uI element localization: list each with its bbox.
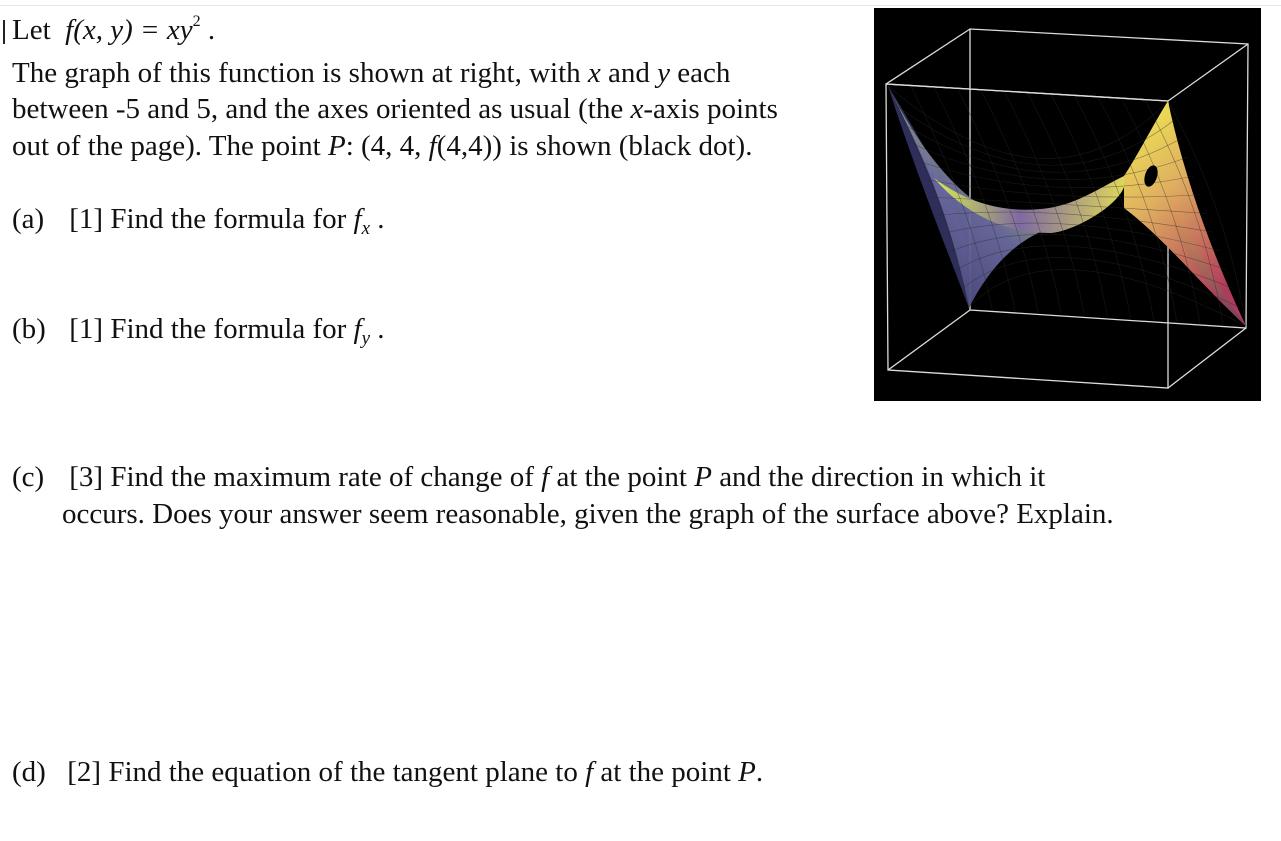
- intro-text: between -5 and 5, and the axes oriented as usual (the: [12, 93, 624, 125]
- top-divider: [0, 5, 1281, 6]
- question-tag: (d): [12, 756, 46, 788]
- point-p: P: [738, 756, 756, 788]
- mesh-line: [888, 86, 1168, 158]
- intro-line-3: [12, 91, 778, 127]
- var-x: x: [587, 57, 601, 89]
- function-symbol: f: [65, 14, 74, 46]
- intro-text: and: [608, 57, 650, 89]
- function-definition: [12, 12, 215, 48]
- var-y: y: [657, 57, 671, 89]
- question-period: .: [755, 756, 764, 788]
- function-def-period: .: [207, 14, 216, 46]
- var-x: x: [630, 93, 644, 125]
- function-symbol: f: [428, 130, 437, 162]
- point-p: P: [327, 130, 346, 162]
- function-rhs: = xy: [140, 14, 193, 46]
- question-b: [12, 311, 385, 347]
- intro-text: -axis points: [643, 93, 778, 125]
- question-tag: (a): [12, 203, 45, 235]
- question-c: [12, 459, 1045, 495]
- question-c-line-2: [62, 496, 1114, 532]
- intro-line-2: [12, 55, 730, 91]
- mesh-line: [981, 91, 1061, 314]
- bounding-box-front: [886, 84, 1168, 101]
- function-exponent: 2: [192, 13, 201, 30]
- point-p: P: [694, 461, 712, 493]
- question-d: [12, 754, 763, 790]
- intro-text: out of the page). The point: [12, 130, 321, 162]
- question-text: [3] Find the maximum rate of change of: [69, 461, 534, 493]
- question-text: [1] Find the formula for: [69, 313, 347, 345]
- surface-graph-svg: [874, 8, 1261, 401]
- subscript-x: x: [361, 218, 371, 239]
- question-text: at the point: [600, 756, 731, 788]
- question-period: .: [377, 203, 385, 235]
- function-symbol: f: [353, 203, 362, 235]
- question-tag: (b): [12, 313, 46, 345]
- question-period: .: [377, 313, 385, 345]
- question-text: [2] Find the equation of the tangent plane to: [67, 756, 578, 788]
- intro-text: : (4, 4,: [345, 130, 422, 162]
- subscript-y: y: [361, 328, 371, 349]
- function-args: (x, y): [73, 14, 133, 46]
- question-text: occurs. Does your answer seem reasonable, given the graph of the surface above? Explain.: [62, 498, 1114, 530]
- let-label: Let: [12, 14, 51, 46]
- question-text: at the point: [556, 461, 687, 493]
- mesh-line: [895, 105, 1175, 166]
- question-a: [12, 201, 385, 237]
- question-text: [1] Find the formula for: [69, 203, 347, 235]
- intro-text: The graph of this function is shown at right, with: [12, 57, 581, 89]
- intro-text: each: [677, 57, 731, 89]
- question-text: and the direction in which it: [719, 461, 1046, 493]
- function-symbol: f: [585, 756, 594, 788]
- surface-graph-figure: [874, 8, 1261, 401]
- intro-text: (4,4)) is shown (black dot).: [436, 130, 753, 162]
- text-cursor: [3, 20, 5, 44]
- question-tag: (c): [12, 461, 45, 493]
- intro-line-4: [12, 128, 752, 164]
- function-symbol: f: [541, 461, 550, 493]
- function-symbol: f: [353, 313, 362, 345]
